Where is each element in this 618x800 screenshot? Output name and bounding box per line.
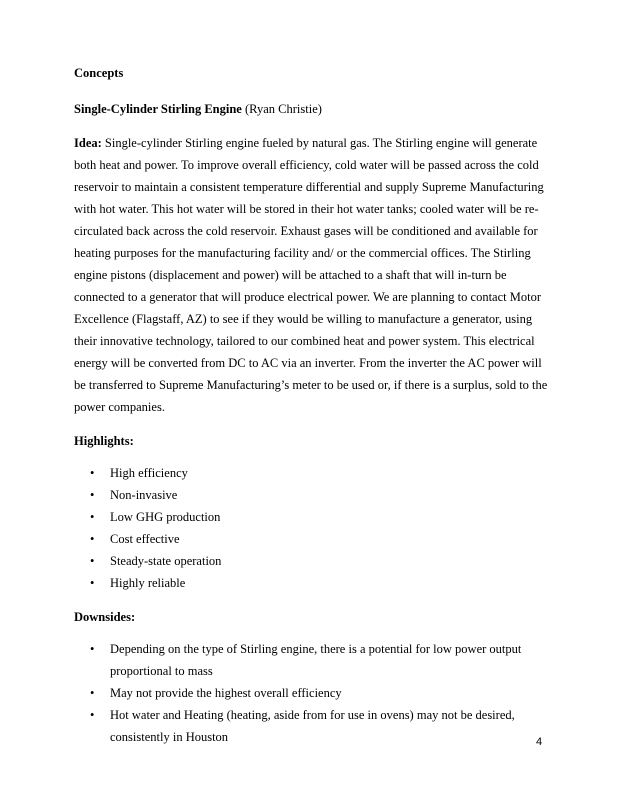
list-item: • High efficiency [74,462,554,484]
bullet-icon: • [90,466,95,480]
bullet-icon: • [90,554,95,568]
idea-paragraph [74,132,554,418]
idea-text: Single-cylinder Stirling engine fueled by natural gas. The Stirling engine will generate both heat and power. To improve overall efficiency, cold water will be passed across the cold reservoir to maintain a consistent temperature differential and supply Supreme Manufacturing with hot water. This hot water will be stored in their hot water tanks; cooled water will be re-circulated back across the cold reservoir. Exhaust gases will be conditioned and available for heating purposes for the manufacturing facility and/ or the commercial offices. The Stirling engine pistons (displacement and power) will be attached to a shaft that will in-turn be connected to a generator that will produce electrical power. We are planning to contact Motor Excellence (Flagstaff, AZ) to see if they would be willing to manufacture a generator, using their innovative technology, tailored to our combined heat and power system. This electrical energy will be converted from DC to AC via an inverter. From the inverter the AC power will be transferred to Supreme Manufacturing’s meter to be used or, if there is a surplus, sold to the power companies. [74,136,548,414]
concept-title: Single-Cylinder Stirling Engine [74,102,242,116]
bullet-icon: • [90,708,95,722]
page-number: 4 [536,736,543,748]
highlights-heading: Highlights: [74,434,134,448]
list-item: • May not provide the highest overall efficiency [74,682,554,704]
list-item: • Low GHG production [74,506,554,528]
highlights-list [74,462,554,594]
bullet-icon: • [90,686,95,700]
concept-author: (Ryan Christie) [244,102,322,116]
bullet-icon: • [90,510,95,524]
concept-title-line [74,98,554,120]
list-item: • Steady-state operation [74,550,554,572]
document-page [74,62,554,760]
section-heading: Concepts [74,66,124,80]
list-item: • Non-invasive [74,484,554,506]
list-item: • Hot water and Heating (heating, aside from for use in ovens) may not be desired, consistently in Houston [74,704,554,748]
list-item: • Cost effective [74,528,554,550]
list-item: • Highly reliable [74,572,554,594]
bullet-icon: • [90,532,95,546]
idea-label: Idea: [74,136,102,150]
downsides-heading: Downsides: [74,610,136,624]
bullet-icon: • [90,576,95,590]
list-item: • Depending on the type of Stirling engine, there is a potential for low power output proportional to mass [74,638,554,682]
downsides-list [74,638,554,748]
bullet-icon: • [90,488,95,502]
bullet-icon: • [90,642,95,656]
